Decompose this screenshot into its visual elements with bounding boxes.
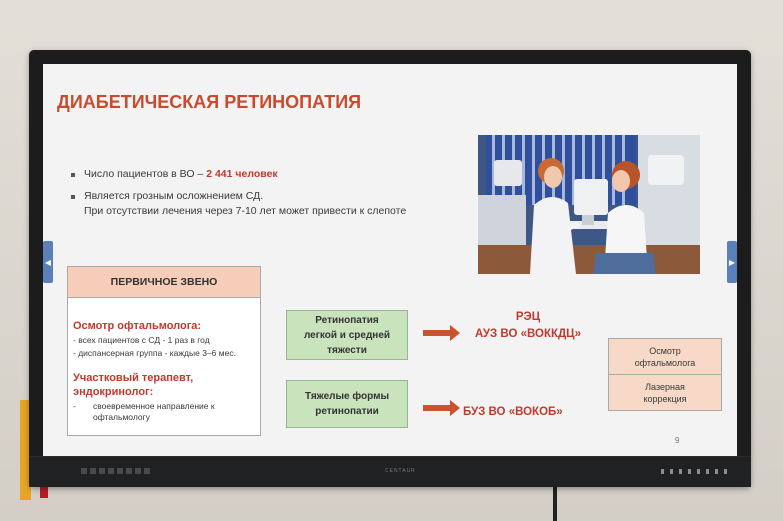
referral-text-line2: офтальмологу: [93, 412, 150, 422]
bullet-complication-line2: При отсутствии лечения через 7-10 лет может привести к слепоте: [84, 205, 407, 217]
mild-retinopathy-line3: тяжести: [327, 344, 367, 356]
eye-exam-photo: [478, 135, 700, 274]
monitor-bottom-bezel: [29, 456, 751, 487]
primary-care-box: [67, 266, 261, 436]
mild-retinopathy-box: [286, 310, 408, 360]
route1-destination-line1: РЭЦ: [515, 311, 541, 323]
route2-destination: БУЗ ВО «ВОКОБ»: [463, 406, 563, 418]
chevron-left-icon: ◀: [44, 257, 52, 267]
prev-slide-tab[interactable]: [43, 241, 53, 283]
bullet-complication-line1: Является грозным осложнением СД.: [84, 190, 264, 202]
route1-destination-line2: АУЗ ВО «ВОККДЦ»: [475, 328, 581, 340]
ophthalmologist-exam-title: Осмотр офтальмолога:: [73, 320, 202, 332]
next-slide-tab[interactable]: [727, 241, 737, 283]
bullet-list: [71, 167, 481, 226]
route1-destination: [463, 309, 593, 343]
slide-title: ДИАБЕТИЧЕСКАЯ РЕТИНОПАТИЯ: [57, 92, 362, 112]
arrow-right-icon: [423, 330, 451, 336]
therapist-title: [73, 371, 260, 399]
referral-text: [93, 401, 215, 423]
power-cable: [553, 485, 557, 521]
exam-frequency-all: - всех пациентов с СД - 1 раз в год: [73, 335, 210, 345]
presentation-slide: [43, 64, 737, 457]
bullet-complication: [71, 189, 481, 219]
therapist-title-line2: эндокринолог:: [73, 386, 154, 398]
slide-page-number: 9: [675, 436, 680, 445]
mild-retinopathy-line2: легкой и средней: [303, 329, 391, 341]
eye-exam-illustration: [478, 135, 700, 274]
severe-retinopathy-box: [286, 380, 408, 428]
ophthalmologist-exam-line1: Осмотр: [649, 345, 681, 356]
ophthalmologist-exam-line2: офтальмолога: [634, 357, 696, 368]
monitor-control-buttons[interactable]: [661, 469, 731, 474]
arrow-right-icon: [423, 405, 451, 411]
bullet-patients-label: Число пациентов в ВО –: [84, 168, 207, 180]
referral-dash: -: [73, 401, 76, 411]
therapist-title-line1: Участковый терапевт,: [73, 372, 194, 384]
bullet-patients: [71, 167, 481, 182]
chevron-right-icon: ▶: [728, 257, 736, 267]
patient-count: 2 441 человек: [206, 168, 278, 180]
severe-retinopathy-line2: ретинопатии: [315, 406, 379, 417]
mild-retinopathy-line1: Ретинопатия: [315, 314, 379, 326]
primary-care-header: ПЕРВИЧНОЕ ЗВЕНО: [68, 267, 260, 298]
referral-text-line1: своевременное направление к: [93, 401, 215, 411]
referral-item: [73, 401, 260, 423]
laser-correction-box: [608, 374, 722, 411]
severe-retinopathy-line1: Тяжелые формы: [304, 391, 390, 402]
ophthalmologist-exam-box: [608, 338, 722, 375]
laser-correction-line1: Лазерная: [645, 381, 685, 392]
display-monitor: [29, 50, 751, 487]
port-icons: [81, 468, 151, 474]
exam-frequency-dispensary: - диспансерная группа - каждые 3–6 мес.: [73, 348, 236, 358]
monitor-brand-logo: CENTAUR: [385, 468, 416, 474]
laser-correction-line2: коррекция: [643, 393, 687, 404]
